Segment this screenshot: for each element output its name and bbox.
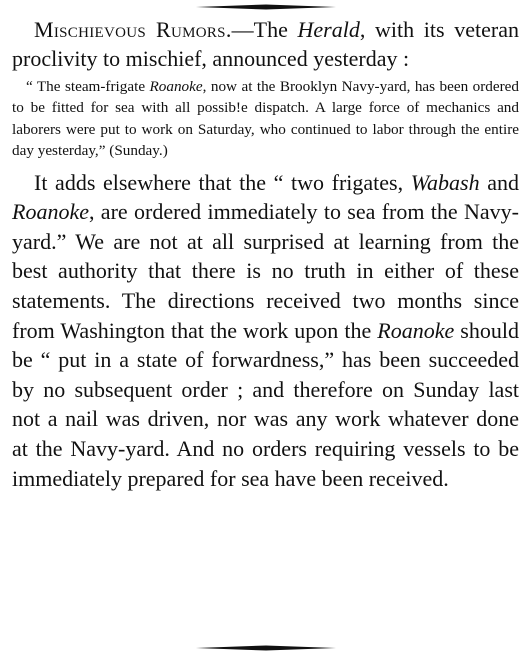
ship-name-roanoke: Roanoke: [12, 199, 89, 225]
body-paragraph: [12, 168, 519, 494]
lead-dash: —The: [231, 17, 298, 42]
quote-open: “ The steam-frigate: [26, 78, 150, 95]
lead-text: , with its veteran proclivity to mischief, announced yesterday :: [12, 17, 519, 71]
lead-paragraph: [12, 16, 519, 73]
body-text-2: and: [479, 169, 520, 195]
body-text-1: It adds elsewhere that the “ two frigates,: [34, 169, 411, 195]
body-text-4: should be “ put in a state of forwardness,” has been succeeded by no subsequent order ; and therefore on Sunday last not a nail was driven, nor was any work whatever done at the Navy-yard. And no orders requiring vessels to be immediately prepared for sea have been received.: [12, 317, 519, 491]
quote-ship-name: Roanoke: [149, 78, 203, 95]
headline: Mischievous Rumors.: [34, 17, 232, 42]
newspaper-name: Herald: [297, 17, 360, 42]
bottom-ornamental-rule: [196, 645, 336, 651]
quote-text: , now at the Brooklyn Navy-yard, has been ordered to be fitted for sea with all possib!e dispatch. A large force of mechanics and laborers were put to work on Saturday, who continued to labor through the entire day yesterday,” (Sunday.): [12, 78, 519, 160]
news-article: [12, 16, 519, 493]
ship-name-wabash: Wabash: [410, 169, 480, 195]
ship-name-roanoke-2: Roanoke: [377, 317, 455, 343]
quoted-passage: [12, 76, 519, 162]
top-ornamental-rule: [196, 4, 336, 10]
body-text-3: , are ordered immediately to sea from the Navy-yard.” We are not at all surprised at learning from the best authority that there is no truth in either of these statements. The directions received two months since from Washington that the work upon the: [12, 199, 519, 343]
